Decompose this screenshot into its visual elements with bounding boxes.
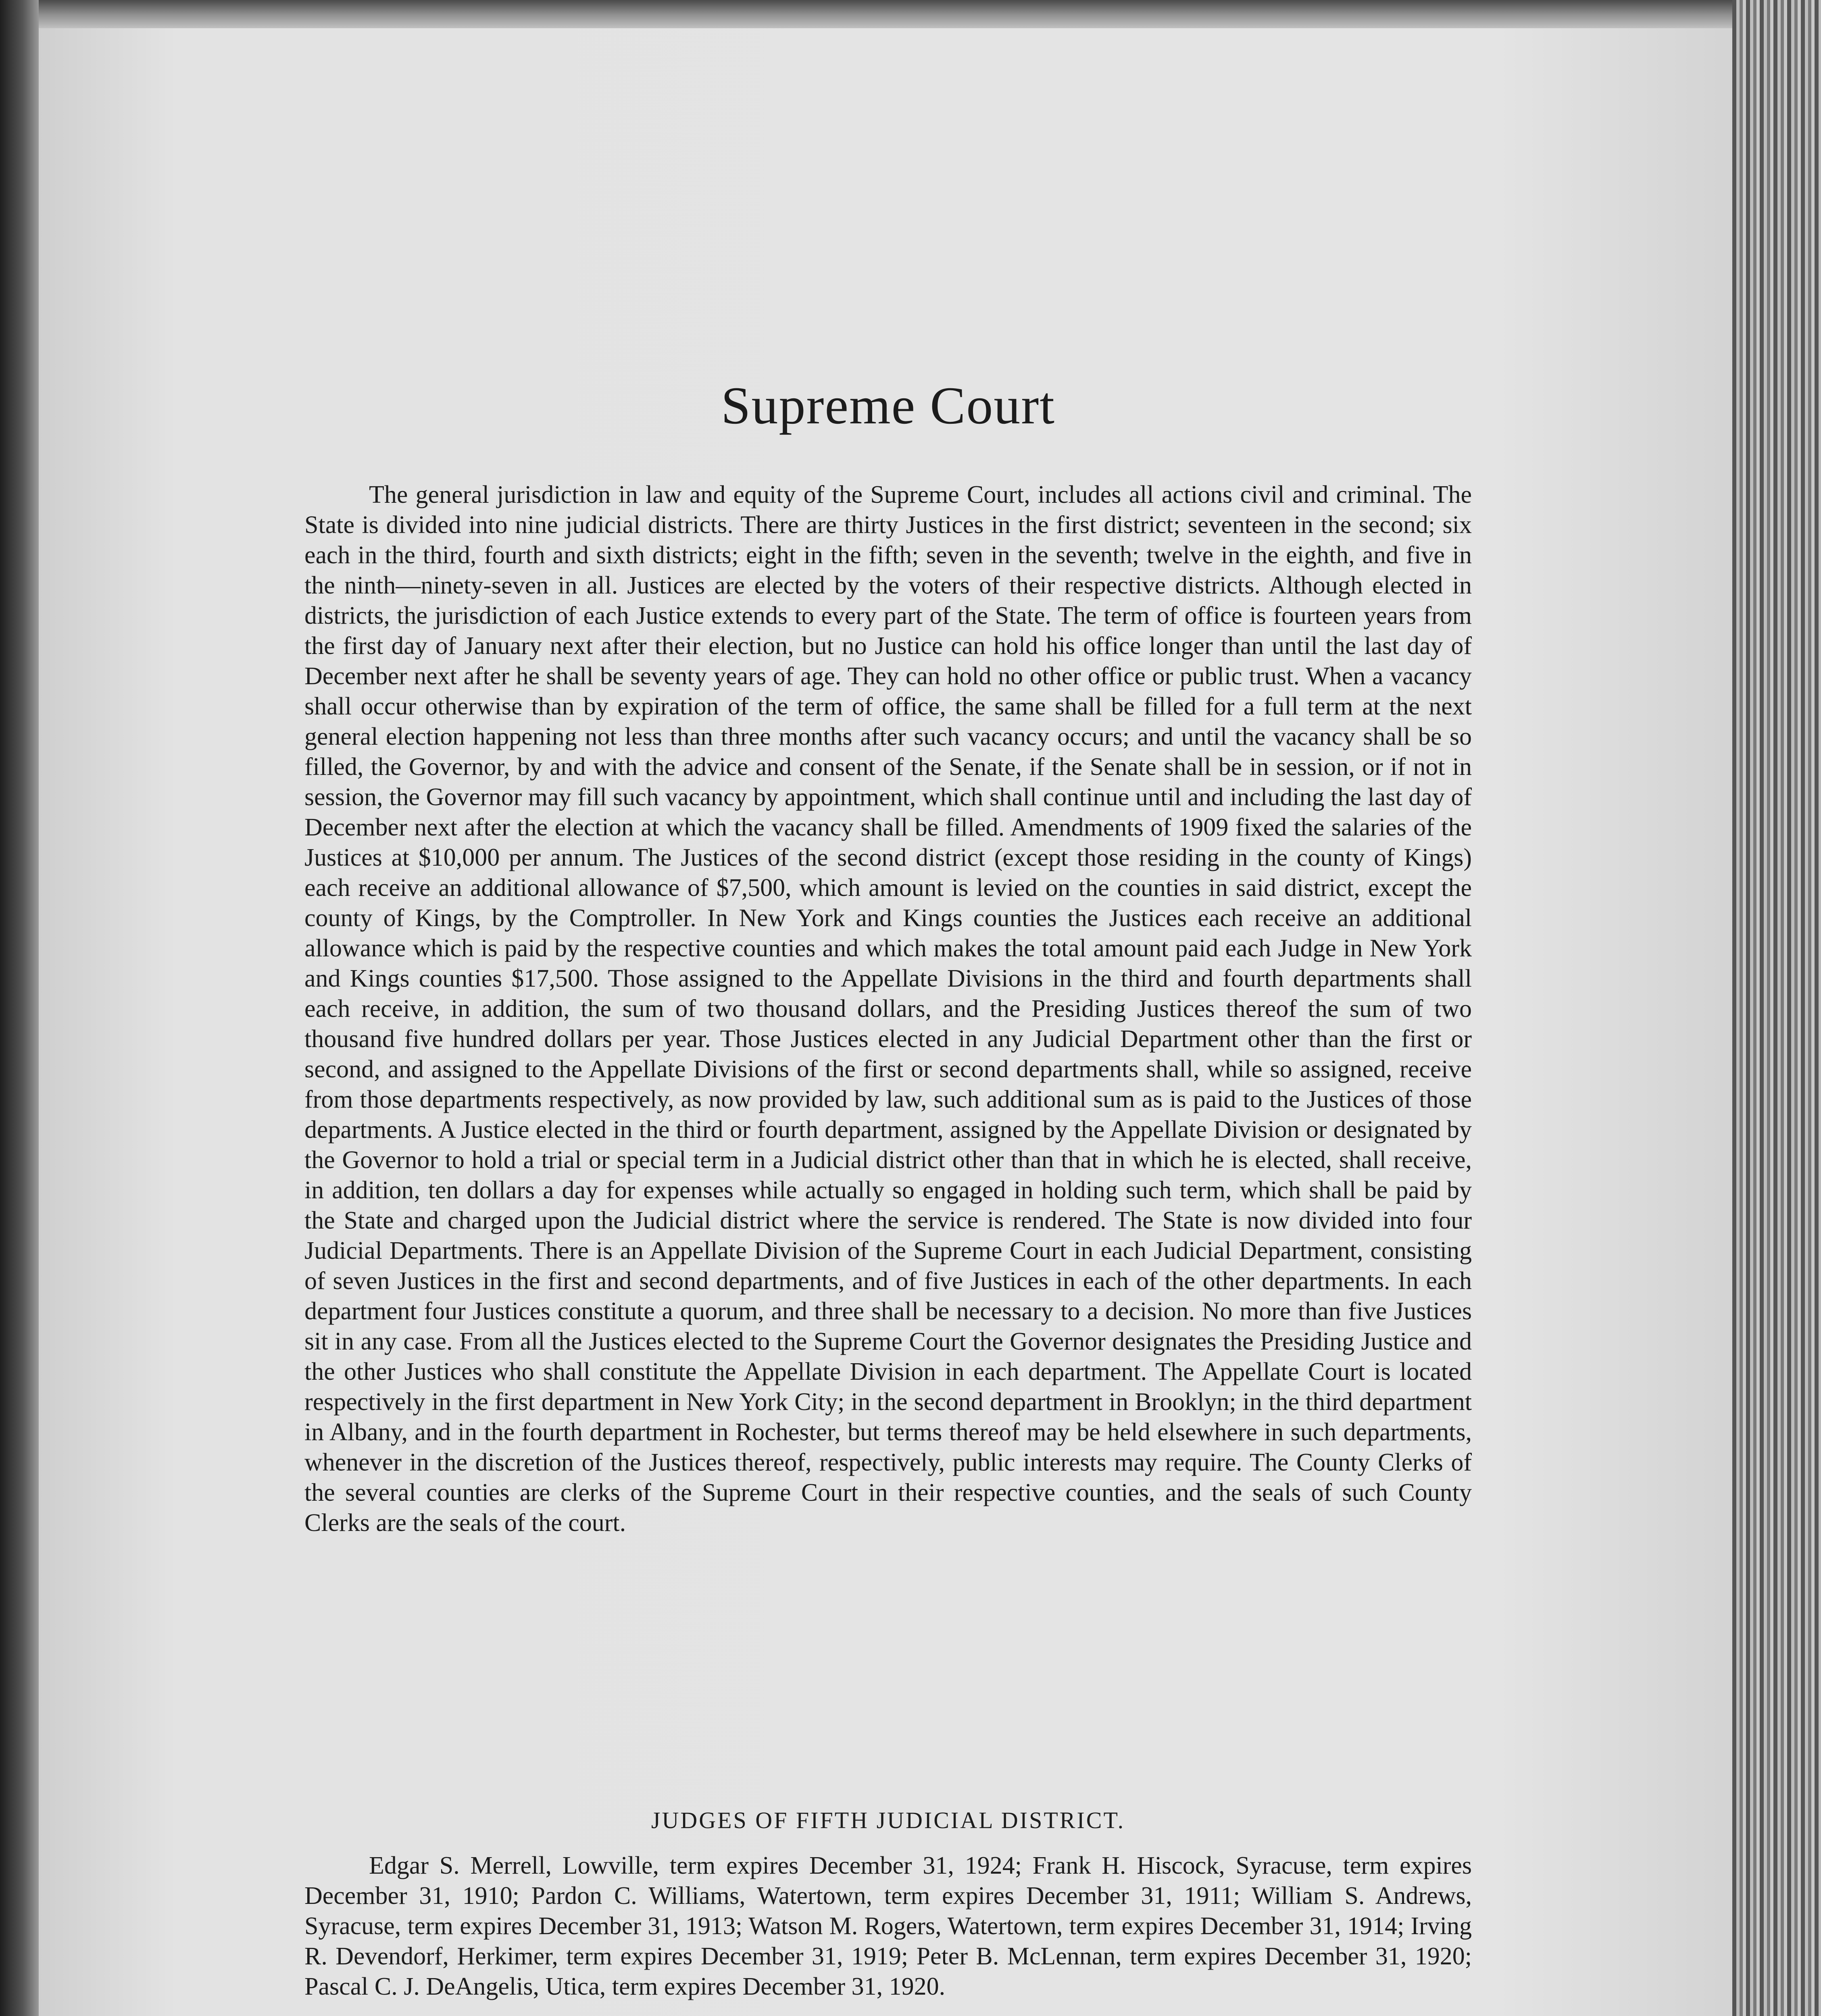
scan-top-edge [0,0,1821,32]
book-page-edges [1732,0,1821,2016]
jurisdiction-paragraph: The general jurisdiction in law and equity of the Supreme Court, includes all actions civil and criminal. The State is divided into nine judicial districts. There are thirty Justices in the first district; seventeen in the second; six each in the third, fourth and sixth districts; eight in the fifth; seven in the seventh; twelve in the eighth, and five in the ninth—ninety-seven in all. Justices are elected by the voters of their respective districts. Although elected in districts, the jurisdiction of each Justice extends to every part of the State. The term of office is fourteen years from the first day of January next after their election, but no Justice can hold his office longer than until the last day of December next after he shall be seventy years of age. They can hold no other office or public trust. When a vacancy shall occur otherwise than by expiration of the term of office, the same shall be filled for a full term at the next general election happening not less than three months after such vacancy occurs; and until the vacancy shall be so filled, the Governor, by and with the advice and consent of the Senate, if the Senate shall be in session, or if not in session, the Governor may fill such vacancy by appointment, which shall continue until and including the last day of December next after the election at which the vacancy shall be filled. Amendments of 1909 fixed the salaries of the Justices at $10,000 per annum. The Justices of the second district (except those residing in the county of Kings) each receive an additional allowance of $7,500, which amount is levied on the counties in said district, except the county of Kings, by the Comptroller. In New York and Kings counties the Justices each receive an additional allowance which is paid by the respective counties and which makes the total amount paid each Judge in New York and Kings counties $17,500. Those assigned to the Appellate Divisions in the third and fourth departments shall each receive, in addition, the sum of two thousand dollars, and the Presiding Justices thereof the sum of two thousand five hundred dollars per year. Those Justices elected in any Judicial Department other than the first or second, and assigned to the Appellate Divisions of the first or second departments shall, while so assigned, receive from those departments respectively, as now provided by law, such additional sum as is paid to the Justices of those departments. A Justice elected in the third or fourth department, assigned by the Appellate Division or designated by the Governor to hold a trial or special term in a Judicial district other than that in which he is elected, shall receive, in addition, ten dollars a day for expenses while actually so engaged in holding such term, which shall be paid by the State and charged upon the Judicial district where the service is rendered. The State is now divided into four Judicial Departments. There is an Appellate Division of the Supreme Court in each Judicial Department, consisting of seven Justices in the first and second departments, and of five Justices in each of the other departments. In each department four Justices constitute a quorum, and three shall be necessary to a decision. No more than five Justices sit in any case. From all the Justices elected to the Supreme Court the Governor designates the Presiding Justice and the other Justices who shall constitute the Appellate Division in each department. The Appellate Court is located respectively in the first department in New York City; in the second department in Brooklyn; in the third department in Albany, and in the fourth department in Rochester, but terms thereof may be held elsewhere in such departments, whenever in the discretion of the Justices thereof, respectively, public interests may require. The County Clerks of the several counties are clerks of the Supreme Court in their respective counties, and the seals of such County Clerks are the seals of the court. [304,481,1472,1537]
judges-paragraph: Edgar S. Merrell, Lowville, term expires December 31, 1924; Frank H. Hiscock, Syracuse, term expires December 31, 1910; Pardon C. Williams, Watertown, term expires December 31, 1911; William S. Andrews, Syracuse, term expires December 31, 1913; Watson M. Rogers, Watertown, term expires December 31, 1914; Irving R. Devendorf, Herkimer, term expires December 31, 1919; Peter B. McLennan, term expires December 31, 1920; Pascal C. J. DeAngelis, Utica, term expires December 31, 1920. [304,1852,1472,2000]
book-left-edge [0,0,39,2016]
page-title: Supreme Court [721,376,1055,435]
section-heading: JUDGES OF FIFTH JUDICIAL DISTRICT. [651,1807,1125,1833]
